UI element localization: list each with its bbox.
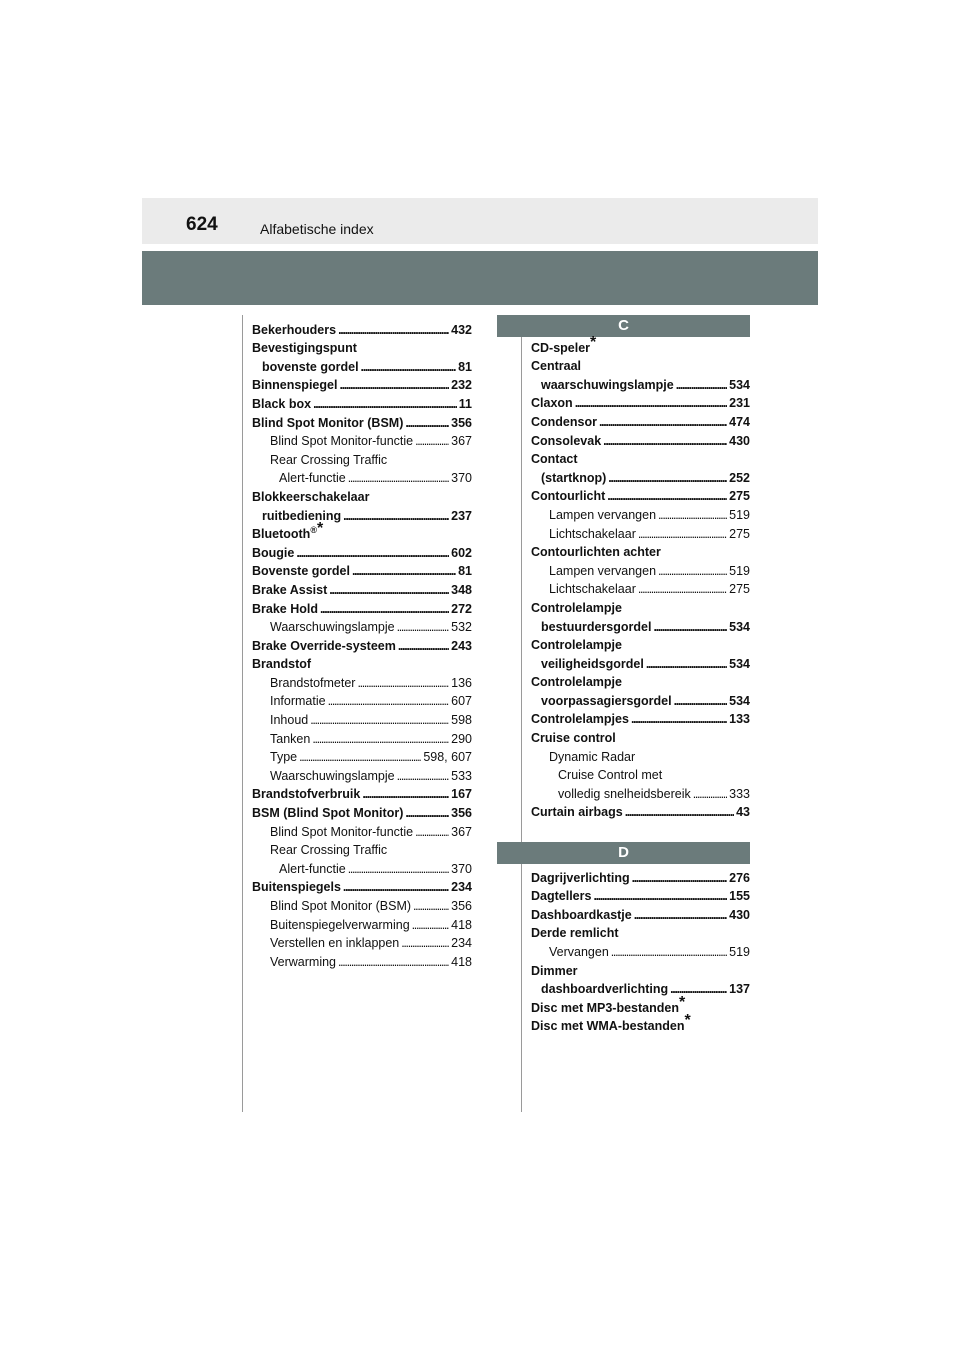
index-subentry: Verwarming . . . 418 (252, 950, 472, 969)
index-subentry: Cruise Control met (558, 768, 663, 783)
index-entry: Blind Spot Monitor (BSM) . . . 356 (252, 411, 472, 430)
index-subentry: Informatie . . . 607 (252, 690, 472, 709)
index-entry: Condensor . . . 474 (531, 410, 750, 429)
index-entry: Contourlicht . . . 275 (531, 485, 750, 504)
index-subentry: Vervangen . . . 519 (531, 940, 750, 959)
index-subentry: Blind Spot Monitor-functie . . . 367 (252, 820, 472, 839)
index-entry: Binnenspiegel . . . 232 (252, 374, 472, 393)
index-subentry: Lampen vervangen . . . 519 (531, 503, 750, 522)
index-subentry: Type . . . 598, 607 (252, 746, 472, 765)
index-entry: Controlelampje (531, 638, 622, 653)
index-entry: Brake Override-systeem . . . 243 (252, 634, 472, 653)
index-entry: Disc met MP3-bestanden* (531, 993, 686, 1015)
index-subentry: Inhoud . . . 598 (252, 708, 472, 727)
index-entry: Contact (531, 452, 578, 467)
index-entry: dashboardverlichting . . . 137 (531, 978, 750, 997)
letter-heading-c: C (497, 315, 750, 337)
index-entry: Disc met WMA-bestanden* (531, 1012, 691, 1034)
index-entry: voorpassagiersgordel . . . 534 (531, 689, 750, 708)
index-subentry: Alert-functie . . . 370 (252, 467, 472, 486)
column-divider-left (242, 315, 243, 1112)
index-subentry: Alert-functie . . . 370 (252, 857, 472, 876)
index-entry: BSM (Blind Spot Monitor) . . . 356 (252, 801, 472, 820)
index-entry: Derde remlicht (531, 926, 619, 941)
index-entry: Brandstofverbruik . . . 167 (252, 783, 472, 802)
index-entry: bovenste gordel . . . 81 (252, 355, 472, 374)
index-column-b (252, 318, 472, 969)
index-entry: Dagrijverlichting . . . 276 (531, 866, 750, 885)
index-entry: Consolevak . . . 430 (531, 429, 750, 448)
header-bar (142, 198, 818, 244)
index-entry: Curtain airbags . . . 43 (531, 801, 750, 820)
index-subentry: Dynamic Radar (549, 749, 636, 764)
index-entry: Controlelampje (531, 675, 622, 690)
index-entry: Bovenste gordel . . . 81 (252, 560, 472, 579)
index-subentry: Brandstofmeter . . . 136 (252, 671, 472, 690)
index-entry: Contourlichten achter (531, 545, 661, 560)
index-entry: veiligheidsgordel . . . 534 (531, 652, 750, 671)
index-subentry: Rear Crossing Traffic (270, 843, 388, 858)
index-subentry: Rear Crossing Traffic (270, 452, 388, 467)
index-subentry: Lampen vervangen . . . 519 (531, 559, 750, 578)
index-entry: CD-speler* (531, 333, 597, 355)
index-entry: Cruise control (531, 731, 616, 746)
index-entry: Bluetooth®* (252, 520, 324, 542)
letter-heading-d: D (497, 842, 750, 864)
index-entry: Dimmer (531, 963, 578, 978)
index-subentry: Verstellen en inklappen . . . 234 (252, 932, 472, 951)
index-entry: waarschuwingslampje . . . 534 (531, 373, 750, 392)
index-entry: Dagtellers . . . 155 (531, 885, 750, 904)
page-number: 624 (186, 214, 218, 235)
index-column-d (531, 866, 750, 1033)
index-entry: Blokkeerschakelaar (252, 489, 370, 504)
index-entry: Dashboardkastje . . . 430 (531, 903, 750, 922)
index-subentry: Waarschuwingslampje . . . 533 (252, 764, 472, 783)
column-divider-middle (521, 315, 522, 1112)
index-entry: Black box . . . 11 (252, 392, 472, 411)
index-entry: Bekerhouders . . . 432 (252, 318, 472, 337)
index-column-c (531, 333, 750, 820)
index-entry: ruitbediening . . . 237 (252, 504, 472, 523)
index-subentry: Blind Spot Monitor-functie . . . 367 (252, 430, 472, 449)
index-entry: Controlelampje (531, 600, 622, 615)
header-band (142, 251, 818, 305)
index-entry: Claxon . . . 231 (531, 392, 750, 411)
index-entry: Brake Hold . . . 272 (252, 597, 472, 616)
index-entry: (startknop) . . . 252 (531, 466, 750, 485)
index-subentry: Waarschuwingslampje . . . 532 (252, 616, 472, 635)
index-entry: Bevestigingspunt (252, 341, 357, 356)
section-title: Alfabetische index (260, 221, 374, 237)
index-entry: Buitenspiegels . . . 234 (252, 876, 472, 895)
index-entry: Controlelampjes . . . 133 (531, 708, 750, 727)
index-subentry: Buitenspiegelverwarming . . . 418 (252, 913, 472, 932)
index-entry: Brake Assist . . . 348 (252, 578, 472, 597)
index-entry: Centraal (531, 359, 582, 374)
index-entry: Bougie . . . 602 (252, 541, 472, 560)
index-entry: bestuurdersgordel . . . 534 (531, 615, 750, 634)
index-subentry: volledig snelheidsbereik . . . 333 (531, 782, 750, 801)
index-entry: Brandstof (252, 657, 312, 672)
index-subentry: Lichtschakelaar . . . 275 (531, 522, 750, 541)
index-subentry: Blind Spot Monitor (BSM) . . . 356 (252, 894, 472, 913)
index-subentry: Lichtschakelaar . . . 275 (531, 578, 750, 597)
index-subentry: Tanken . . . 290 (252, 727, 472, 746)
